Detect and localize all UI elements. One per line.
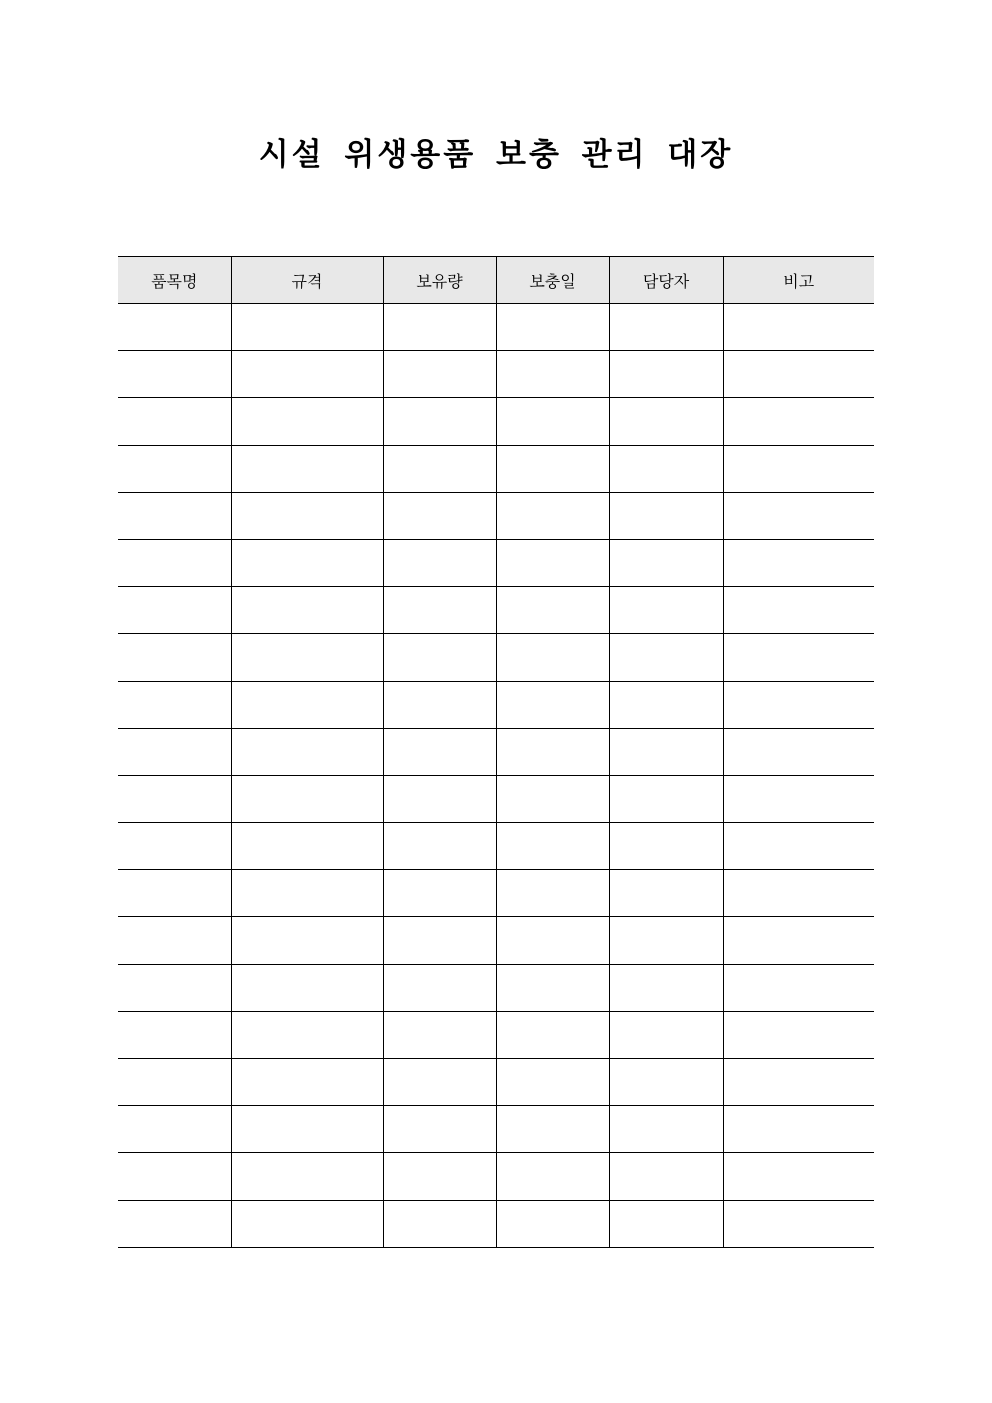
cell-person-in-charge[interactable] bbox=[609, 1106, 723, 1153]
cell-item-name[interactable] bbox=[118, 1011, 231, 1058]
cell-spec[interactable] bbox=[231, 1106, 383, 1153]
cell-refill-date[interactable] bbox=[496, 634, 609, 681]
cell-stock-quantity[interactable] bbox=[383, 917, 496, 964]
cell-remarks[interactable] bbox=[723, 917, 874, 964]
table-row bbox=[118, 445, 874, 492]
table-row bbox=[118, 351, 874, 398]
cell-item-name[interactable] bbox=[118, 870, 231, 917]
cell-person-in-charge[interactable] bbox=[609, 1200, 723, 1247]
cell-person-in-charge[interactable] bbox=[609, 304, 723, 351]
cell-spec[interactable] bbox=[231, 634, 383, 681]
cell-item-name[interactable] bbox=[118, 964, 231, 1011]
cell-stock-quantity[interactable] bbox=[383, 492, 496, 539]
cell-stock-quantity[interactable] bbox=[383, 351, 496, 398]
table-row bbox=[118, 681, 874, 728]
cell-stock-quantity[interactable] bbox=[383, 1106, 496, 1153]
cell-refill-date[interactable] bbox=[496, 823, 609, 870]
table-row bbox=[118, 1153, 874, 1200]
cell-stock-quantity[interactable] bbox=[383, 1011, 496, 1058]
cell-remarks[interactable] bbox=[723, 870, 874, 917]
cell-stock-quantity[interactable] bbox=[383, 587, 496, 634]
cell-stock-quantity[interactable] bbox=[383, 445, 496, 492]
cell-item-name[interactable] bbox=[118, 1106, 231, 1153]
cell-spec[interactable] bbox=[231, 823, 383, 870]
cell-person-in-charge[interactable] bbox=[609, 492, 723, 539]
cell-item-name[interactable] bbox=[118, 681, 231, 728]
cell-item-name[interactable] bbox=[118, 728, 231, 775]
table-row bbox=[118, 728, 874, 775]
cell-person-in-charge[interactable] bbox=[609, 398, 723, 445]
header-spec: 규격 bbox=[231, 257, 383, 304]
cell-spec[interactable] bbox=[231, 870, 383, 917]
cell-remarks[interactable] bbox=[723, 681, 874, 728]
cell-remarks[interactable] bbox=[723, 728, 874, 775]
cell-refill-date[interactable] bbox=[496, 587, 609, 634]
cell-remarks[interactable] bbox=[723, 775, 874, 822]
cell-item-name[interactable] bbox=[118, 823, 231, 870]
cell-remarks[interactable] bbox=[723, 964, 874, 1011]
cell-item-name[interactable] bbox=[118, 1153, 231, 1200]
cell-refill-date[interactable] bbox=[496, 917, 609, 964]
cell-refill-date[interactable] bbox=[496, 1153, 609, 1200]
cell-person-in-charge[interactable] bbox=[609, 681, 723, 728]
table-row bbox=[118, 1059, 874, 1106]
cell-remarks[interactable] bbox=[723, 823, 874, 870]
cell-refill-date[interactable] bbox=[496, 728, 609, 775]
table-row bbox=[118, 964, 874, 1011]
header-refill-date: 보충일 bbox=[496, 257, 609, 304]
cell-remarks[interactable] bbox=[723, 1011, 874, 1058]
cell-remarks[interactable] bbox=[723, 634, 874, 681]
cell-spec[interactable] bbox=[231, 728, 383, 775]
cell-spec[interactable] bbox=[231, 1011, 383, 1058]
header-item-name: 품목명 bbox=[118, 257, 231, 304]
cell-refill-date[interactable] bbox=[496, 304, 609, 351]
cell-remarks[interactable] bbox=[723, 1106, 874, 1153]
cell-refill-date[interactable] bbox=[496, 539, 609, 586]
cell-item-name[interactable] bbox=[118, 775, 231, 822]
cell-person-in-charge[interactable] bbox=[609, 1059, 723, 1106]
cell-spec[interactable] bbox=[231, 964, 383, 1011]
cell-refill-date[interactable] bbox=[496, 1106, 609, 1153]
table-row bbox=[118, 304, 874, 351]
cell-person-in-charge[interactable] bbox=[609, 1011, 723, 1058]
cell-person-in-charge[interactable] bbox=[609, 634, 723, 681]
table-row bbox=[118, 1200, 874, 1247]
cell-stock-quantity[interactable] bbox=[383, 964, 496, 1011]
header-remarks: 비고 bbox=[723, 257, 874, 304]
cell-item-name[interactable] bbox=[118, 492, 231, 539]
cell-refill-date[interactable] bbox=[496, 398, 609, 445]
cell-remarks[interactable] bbox=[723, 587, 874, 634]
cell-stock-quantity[interactable] bbox=[383, 634, 496, 681]
cell-person-in-charge[interactable] bbox=[609, 539, 723, 586]
cell-item-name[interactable] bbox=[118, 398, 231, 445]
cell-person-in-charge[interactable] bbox=[609, 870, 723, 917]
cell-refill-date[interactable] bbox=[496, 1200, 609, 1247]
cell-spec[interactable] bbox=[231, 1200, 383, 1247]
table-header-row bbox=[118, 257, 874, 304]
cell-refill-date[interactable] bbox=[496, 351, 609, 398]
cell-person-in-charge[interactable] bbox=[609, 587, 723, 634]
cell-person-in-charge[interactable] bbox=[609, 351, 723, 398]
cell-spec[interactable] bbox=[231, 539, 383, 586]
table-row bbox=[118, 775, 874, 822]
cell-refill-date[interactable] bbox=[496, 1011, 609, 1058]
cell-item-name[interactable] bbox=[118, 1059, 231, 1106]
cell-item-name[interactable] bbox=[118, 351, 231, 398]
cell-stock-quantity[interactable] bbox=[383, 1200, 496, 1247]
cell-person-in-charge[interactable] bbox=[609, 445, 723, 492]
cell-stock-quantity[interactable] bbox=[383, 681, 496, 728]
cell-remarks[interactable] bbox=[723, 1059, 874, 1106]
cell-refill-date[interactable] bbox=[496, 870, 609, 917]
cell-spec[interactable] bbox=[231, 351, 383, 398]
cell-stock-quantity[interactable] bbox=[383, 539, 496, 586]
cell-spec[interactable] bbox=[231, 1153, 383, 1200]
cell-spec[interactable] bbox=[231, 587, 383, 634]
cell-stock-quantity[interactable] bbox=[383, 728, 496, 775]
cell-person-in-charge[interactable] bbox=[609, 1153, 723, 1200]
cell-refill-date[interactable] bbox=[496, 1059, 609, 1106]
cell-spec[interactable] bbox=[231, 681, 383, 728]
table-body bbox=[118, 304, 874, 1248]
cell-remarks[interactable] bbox=[723, 1153, 874, 1200]
table-row bbox=[118, 587, 874, 634]
cell-remarks[interactable] bbox=[723, 304, 874, 351]
table-row bbox=[118, 1011, 874, 1058]
cell-remarks[interactable] bbox=[723, 445, 874, 492]
header-stock-quantity: 보유량 bbox=[383, 257, 496, 304]
cell-person-in-charge[interactable] bbox=[609, 823, 723, 870]
cell-spec[interactable] bbox=[231, 304, 383, 351]
cell-item-name[interactable] bbox=[118, 445, 231, 492]
cell-stock-quantity[interactable] bbox=[383, 870, 496, 917]
cell-stock-quantity[interactable] bbox=[383, 823, 496, 870]
table-row bbox=[118, 634, 874, 681]
table-row bbox=[118, 539, 874, 586]
cell-refill-date[interactable] bbox=[496, 445, 609, 492]
cell-spec[interactable] bbox=[231, 1059, 383, 1106]
cell-item-name[interactable] bbox=[118, 304, 231, 351]
cell-refill-date[interactable] bbox=[496, 681, 609, 728]
cell-refill-date[interactable] bbox=[496, 964, 609, 1011]
cell-remarks[interactable] bbox=[723, 351, 874, 398]
cell-refill-date[interactable] bbox=[496, 492, 609, 539]
cell-item-name[interactable] bbox=[118, 634, 231, 681]
header-person-in-charge: 담당자 bbox=[609, 257, 723, 304]
cell-remarks[interactable] bbox=[723, 398, 874, 445]
cell-spec[interactable] bbox=[231, 445, 383, 492]
table-row bbox=[118, 870, 874, 917]
cell-remarks[interactable] bbox=[723, 539, 874, 586]
table-row bbox=[118, 492, 874, 539]
cell-remarks[interactable] bbox=[723, 1200, 874, 1247]
table-row bbox=[118, 917, 874, 964]
cell-remarks[interactable] bbox=[723, 492, 874, 539]
table-row bbox=[118, 398, 874, 445]
cell-spec[interactable] bbox=[231, 398, 383, 445]
cell-spec[interactable] bbox=[231, 775, 383, 822]
cell-spec[interactable] bbox=[231, 917, 383, 964]
cell-item-name[interactable] bbox=[118, 917, 231, 964]
cell-item-name[interactable] bbox=[118, 1200, 231, 1247]
cell-item-name[interactable] bbox=[118, 587, 231, 634]
cell-stock-quantity[interactable] bbox=[383, 398, 496, 445]
cell-item-name[interactable] bbox=[118, 539, 231, 586]
page-title: 시설 위생용품 보충 관리 대장 bbox=[258, 137, 734, 173]
cell-stock-quantity[interactable] bbox=[383, 304, 496, 351]
supply-ledger-table bbox=[118, 256, 874, 1248]
cell-spec[interactable] bbox=[231, 492, 383, 539]
cell-refill-date[interactable] bbox=[496, 775, 609, 822]
cell-stock-quantity[interactable] bbox=[383, 1059, 496, 1106]
table-row bbox=[118, 1106, 874, 1153]
cell-person-in-charge[interactable] bbox=[609, 775, 723, 822]
cell-stock-quantity[interactable] bbox=[383, 1153, 496, 1200]
cell-stock-quantity[interactable] bbox=[383, 775, 496, 822]
table-row bbox=[118, 823, 874, 870]
cell-person-in-charge[interactable] bbox=[609, 917, 723, 964]
cell-person-in-charge[interactable] bbox=[609, 964, 723, 1011]
cell-person-in-charge[interactable] bbox=[609, 728, 723, 775]
